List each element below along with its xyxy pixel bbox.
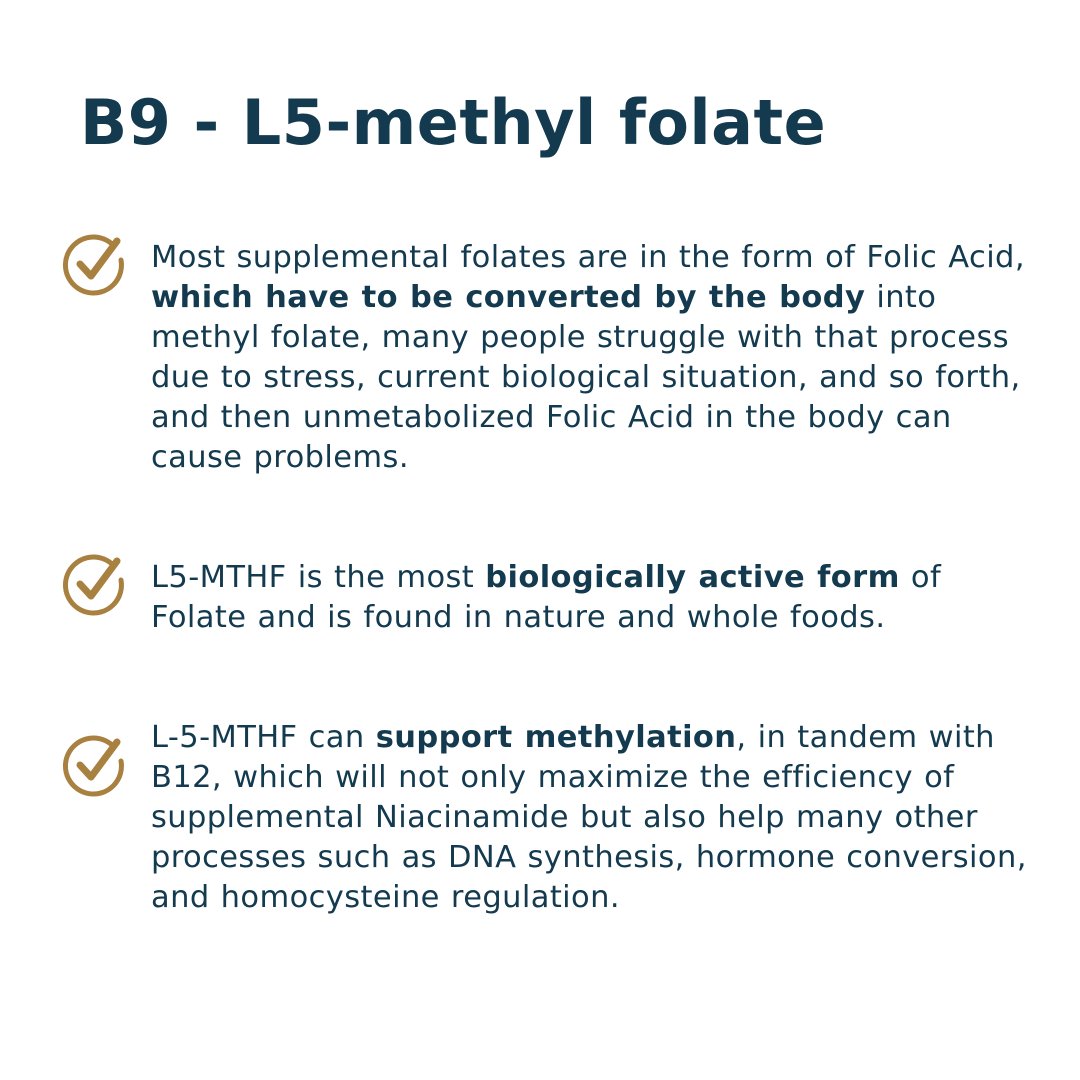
- check-circle-icon: [60, 230, 128, 298]
- bullet-text-after: into methyl folate, many people struggle with that process due to stress, current biological situation, and so forth, and then unmetabolized Folic Acid in the body can cause problems.: [151, 280, 1021, 475]
- bullet-text-bold: which have to be converted by the body: [151, 280, 866, 315]
- bullet-text-before: L5-MTHF is the most: [151, 560, 486, 595]
- bullet-text-after: , in tandem with B12, which will not only maximize the efficiency of supplemental Niacinamide but also help many other processes such as DNA synthesis, hormone conversion, and homocysteine regulation.: [151, 720, 1027, 915]
- bullet-text: [151, 238, 1030, 478]
- bullet-text-bold: biologically active form: [485, 560, 900, 595]
- page-title: B9 - L5-methyl folate: [80, 86, 827, 159]
- bullet-item: [60, 558, 1030, 638]
- bullet-text-before: L-5-MTHF can: [151, 720, 376, 755]
- bullet-text: [151, 558, 1030, 638]
- bullet-text-after: of Folate and is found in nature and whole foods.: [151, 560, 942, 635]
- check-circle-icon: [60, 731, 128, 799]
- check-circle-icon: [60, 550, 128, 618]
- bullet-item: [60, 718, 1030, 918]
- bullet-text-before: Most supplemental folates are in the form of Folic Acid,: [151, 240, 1025, 275]
- bullet-text: [151, 718, 1030, 918]
- bullet-item: [60, 238, 1030, 478]
- bullet-text-bold: support methylation: [375, 720, 737, 755]
